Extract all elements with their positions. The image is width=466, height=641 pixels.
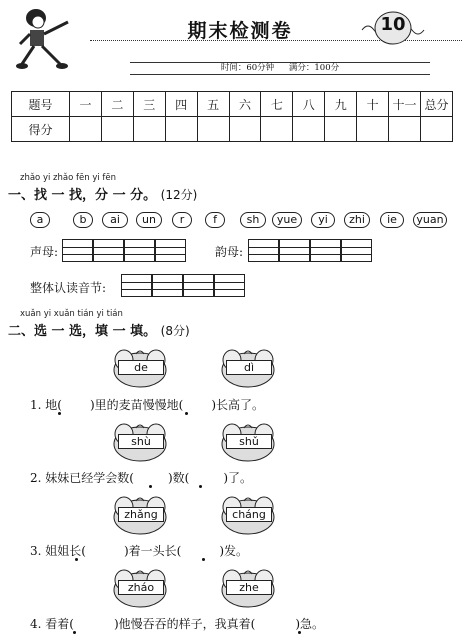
score-table	[11, 91, 453, 142]
section2-points: (8分)	[160, 324, 190, 338]
table-cell: 七	[261, 92, 293, 117]
elephant-card	[218, 346, 278, 390]
score-input-cell[interactable]	[293, 117, 325, 142]
pinyin-bubble[interactable]: zhi	[344, 212, 370, 228]
sentence-4	[30, 615, 324, 632]
score-input-cell[interactable]	[229, 117, 261, 142]
section1-title	[8, 184, 197, 203]
sentence-part: )他慢吞吞的样子，我真着(	[113, 617, 256, 631]
time-label: 时间：60分钟	[220, 63, 275, 73]
pinyin-bubble[interactable]: ai	[102, 212, 128, 228]
table-cell: 五	[197, 92, 229, 117]
pinyin-card-label: zhe	[226, 580, 272, 595]
initials-writing-boxes[interactable]	[62, 239, 186, 262]
table-cell: 八	[293, 92, 325, 117]
sentence-part: 4. 看着(	[30, 617, 74, 631]
pinyin-bubble[interactable]: sh	[240, 212, 266, 228]
score-input-cell[interactable]	[70, 117, 102, 142]
section1-title-text: 一、找 一 找，分 一 分。	[8, 188, 157, 203]
emphasis-dot	[149, 485, 152, 488]
pinyin-bubble[interactable]: yue	[272, 212, 302, 228]
pinyin-bubble[interactable]: yuan	[413, 212, 447, 228]
whole-syllable-writing-boxes[interactable]	[121, 274, 245, 297]
pinyin-card-label: cháng	[226, 507, 272, 522]
pinyin-bubble[interactable]: b	[73, 212, 93, 228]
whole-syllable-label: 整体认读音节:	[30, 281, 107, 295]
pinyin-card-label: zhǎng	[118, 507, 164, 522]
cartoon-girl-icon	[10, 4, 90, 74]
table-cell: 九	[325, 92, 357, 117]
sentence-part: )急。	[295, 617, 325, 631]
pinyin-card-label: shù	[118, 434, 164, 449]
score-input-cell[interactable]	[325, 117, 357, 142]
table-cell: 十	[357, 92, 389, 117]
sentence-1	[30, 396, 264, 413]
score-input-cell[interactable]	[261, 117, 293, 142]
score-input-cell[interactable]	[197, 117, 229, 142]
score-table-header-row	[12, 92, 453, 117]
writing-cell[interactable]	[341, 239, 372, 262]
finals-label: 韵母:	[215, 245, 244, 259]
sentence-part: 1. 地(	[30, 398, 62, 412]
elephant-card	[218, 566, 278, 610]
pinyin-card-label: de	[118, 360, 164, 375]
table-cell: 得分	[12, 117, 70, 142]
writing-cell[interactable]	[248, 239, 279, 262]
score-input-cell[interactable]	[165, 117, 197, 142]
writing-cell[interactable]	[183, 274, 214, 297]
section2-pinyin: xuǎn yi xuǎn tián yi tián	[20, 309, 123, 319]
finals-writing-boxes[interactable]	[248, 239, 372, 262]
table-cell: 二	[101, 92, 133, 117]
paper-number-badge: 10	[380, 14, 406, 35]
section1-points: (12分)	[160, 188, 198, 202]
header	[0, 0, 466, 78]
exam-meta	[130, 62, 430, 75]
pinyin-card-label: dì	[226, 360, 272, 375]
writing-cell[interactable]	[124, 239, 155, 262]
pinyin-bubble[interactable]: r	[172, 212, 192, 228]
sentence-part: )长高了。	[211, 398, 265, 412]
elephant-card	[218, 420, 278, 464]
table-cell: 题号	[12, 92, 70, 117]
writing-cell[interactable]	[279, 239, 310, 262]
section2-title	[8, 320, 190, 339]
sentence-part: )数(	[167, 471, 190, 485]
emphasis-dot	[199, 485, 202, 488]
pinyin-bubble[interactable]: ie	[380, 212, 404, 228]
pinyin-bubble[interactable]: f	[205, 212, 225, 228]
score-input-cell[interactable]	[357, 117, 389, 142]
score-table-score-row	[12, 117, 453, 142]
emphasis-dot	[58, 412, 61, 415]
sentence-part: 3. 姐姐长(	[30, 544, 86, 558]
emphasis-dot	[298, 631, 301, 634]
sentence-part: )了。	[223, 471, 253, 485]
table-cell: 一	[70, 92, 102, 117]
table-cell: 三	[133, 92, 165, 117]
sentence-part: )着一头长(	[123, 544, 182, 558]
score-label: 满分：100分	[288, 63, 340, 73]
section2-title-text: 二、选 一 选，填 一 填。	[8, 324, 157, 339]
writing-cell[interactable]	[155, 239, 186, 262]
page-title: 期末检测卷	[187, 20, 293, 42]
emphasis-dot	[73, 631, 76, 634]
pinyin-bubble[interactable]: yi	[311, 212, 335, 228]
writing-cell[interactable]	[93, 239, 124, 262]
writing-cell[interactable]	[62, 239, 93, 262]
writing-cell[interactable]	[152, 274, 183, 297]
table-cell: 四	[165, 92, 197, 117]
pinyin-bubble[interactable]: a	[30, 212, 50, 228]
elephant-card	[110, 493, 170, 537]
pinyin-card-label: zháo	[118, 580, 164, 595]
emphasis-dot	[202, 558, 205, 561]
writing-cell[interactable]	[121, 274, 152, 297]
elephant-card	[110, 420, 170, 464]
pinyin-card-label: shǔ	[226, 434, 272, 449]
table-cell: 六	[229, 92, 261, 117]
emphasis-dot	[75, 558, 78, 561]
sentence-part: )发。	[219, 544, 249, 558]
table-cell: 十一	[389, 92, 421, 117]
score-input-cell[interactable]	[133, 117, 165, 142]
elephant-card	[110, 566, 170, 610]
score-input-cell[interactable]	[101, 117, 133, 142]
elephant-card	[218, 493, 278, 537]
sentence-3	[30, 542, 248, 559]
writing-cell[interactable]	[310, 239, 341, 262]
pinyin-bubble[interactable]: un	[136, 212, 162, 228]
initials-label: 声母:	[30, 245, 59, 259]
score-input-cell[interactable]	[420, 117, 452, 142]
writing-cell[interactable]	[214, 274, 245, 297]
sentence-part: )里的麦苗慢慢地(	[89, 398, 184, 412]
score-input-cell[interactable]	[389, 117, 421, 142]
table-cell: 总分	[420, 92, 452, 117]
emphasis-dot	[185, 412, 188, 415]
section1-pinyin: zhǎo yi zhǎo fēn yi fēn	[20, 173, 117, 183]
sentence-2	[30, 469, 252, 486]
elephant-card	[110, 346, 170, 390]
sentence-part: 2. 妹妹已经学会数(	[30, 471, 134, 485]
